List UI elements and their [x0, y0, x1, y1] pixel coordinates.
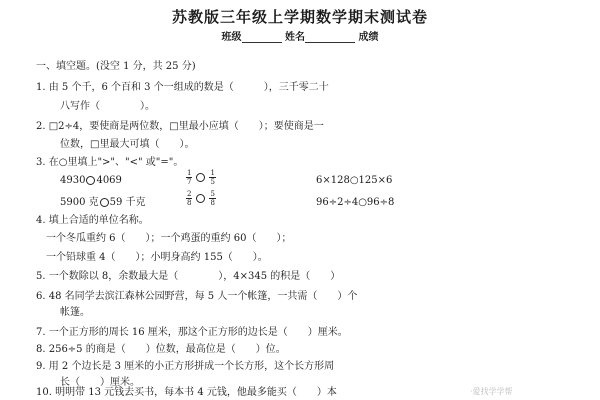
compare-item-a	[60, 174, 122, 188]
compare-item-frac-1	[186, 169, 216, 186]
fraction-4-numerator: 5	[210, 190, 215, 198]
name-label: 姓名	[285, 32, 305, 43]
question-7: 7. 一个正方形的周长 16 厘米，那这个正方形的边长是（ ）厘米。	[36, 327, 348, 338]
question-3: 3. 在○里填上">"、"<" 或"="。	[36, 157, 184, 168]
watermark: ·爱找学学帮	[470, 387, 513, 396]
class-label: 班级	[221, 32, 242, 43]
fraction-1-denominator: 7	[187, 178, 192, 186]
question-1-line-2: 八写作（ ）。	[60, 101, 155, 112]
compare-a-left: 4930	[60, 175, 86, 186]
fraction-4-denominator: 8	[210, 199, 215, 207]
student-info-line	[0, 28, 600, 43]
compare-item-frac-2	[186, 190, 216, 207]
compare-a-circle[interactable]	[86, 176, 95, 185]
fraction-2	[209, 169, 215, 186]
section-heading: 一、填空题。(没空 1 分，共 25 分)	[36, 61, 196, 72]
compare-b-circle[interactable]	[100, 198, 109, 207]
fraction-2-numerator: 1	[210, 169, 215, 177]
fraction-3	[186, 190, 192, 207]
question-6-line-2: 帐篷。	[60, 307, 90, 318]
question-4-line-2: 一个铅球重 4（ ）；小明身高约 155（ ）。	[46, 252, 268, 263]
fraction-1	[186, 169, 192, 186]
question-2-line-1: 2. □2÷4，要使商是两位数，□里最小应填（ ）；要使商是一	[36, 121, 324, 132]
question-9-line-1: 9. 用 2 个边长是 3 厘米的小正方形拼成一个长方形，这个长方形周	[36, 361, 335, 372]
fraction-3-numerator: 2	[187, 190, 192, 198]
question-10: 10. 明明带 13 元钱去买书，每本书 4 元钱，他最多能买（ ）本	[36, 387, 337, 398]
question-4-line-1: 一个冬瓜重约 6（ ）；一个鸡蛋的重约 60（ ）；	[46, 233, 292, 244]
compare-item-c: 6×128○125×6	[316, 175, 393, 186]
question-5: 5. 一个数除以 8，余数最大是（ ），4×345 的积是（ ）	[36, 271, 341, 282]
question-8: 8. 256÷5 的商是（ ）位数，最高位是（ ）位。	[36, 344, 286, 355]
name-blank[interactable]	[305, 32, 355, 43]
compare-frac-1-circle[interactable]	[196, 173, 205, 182]
question-4: 4. 填上合适的单位名称。	[36, 215, 149, 226]
question-9-line-2: 长（ ）厘米。	[60, 377, 140, 388]
question-1-line-1: 1. 由 5 个千，6 个百和 3 个一组成的数是（ ），三千零二十	[36, 82, 329, 93]
compare-b-left: 5900 克	[60, 197, 99, 208]
score-label: 成绩	[358, 32, 379, 43]
fraction-3-denominator: 8	[187, 199, 192, 207]
class-blank[interactable]	[242, 32, 282, 43]
compare-a-right: 4069	[96, 175, 122, 186]
compare-item-b	[60, 196, 146, 210]
compare-frac-2-circle[interactable]	[196, 194, 205, 203]
question-6-line-1: 6. 48 名同学去滨江森林公园野营，每 5 人一个帐篷，一共需（ ）个	[36, 291, 358, 302]
exam-title: 苏教版三年级上学期数学期末测试卷	[171, 8, 428, 26]
fraction-2-denominator: 5	[210, 178, 215, 186]
fraction-1-numerator: 1	[187, 169, 192, 177]
fraction-4	[209, 190, 215, 207]
question-2-line-2: 位数，□里最大可填（ ）。	[60, 139, 195, 150]
compare-b-right: 59 千克	[109, 197, 146, 208]
compare-item-d: 96÷2÷4○96÷8	[316, 197, 395, 208]
